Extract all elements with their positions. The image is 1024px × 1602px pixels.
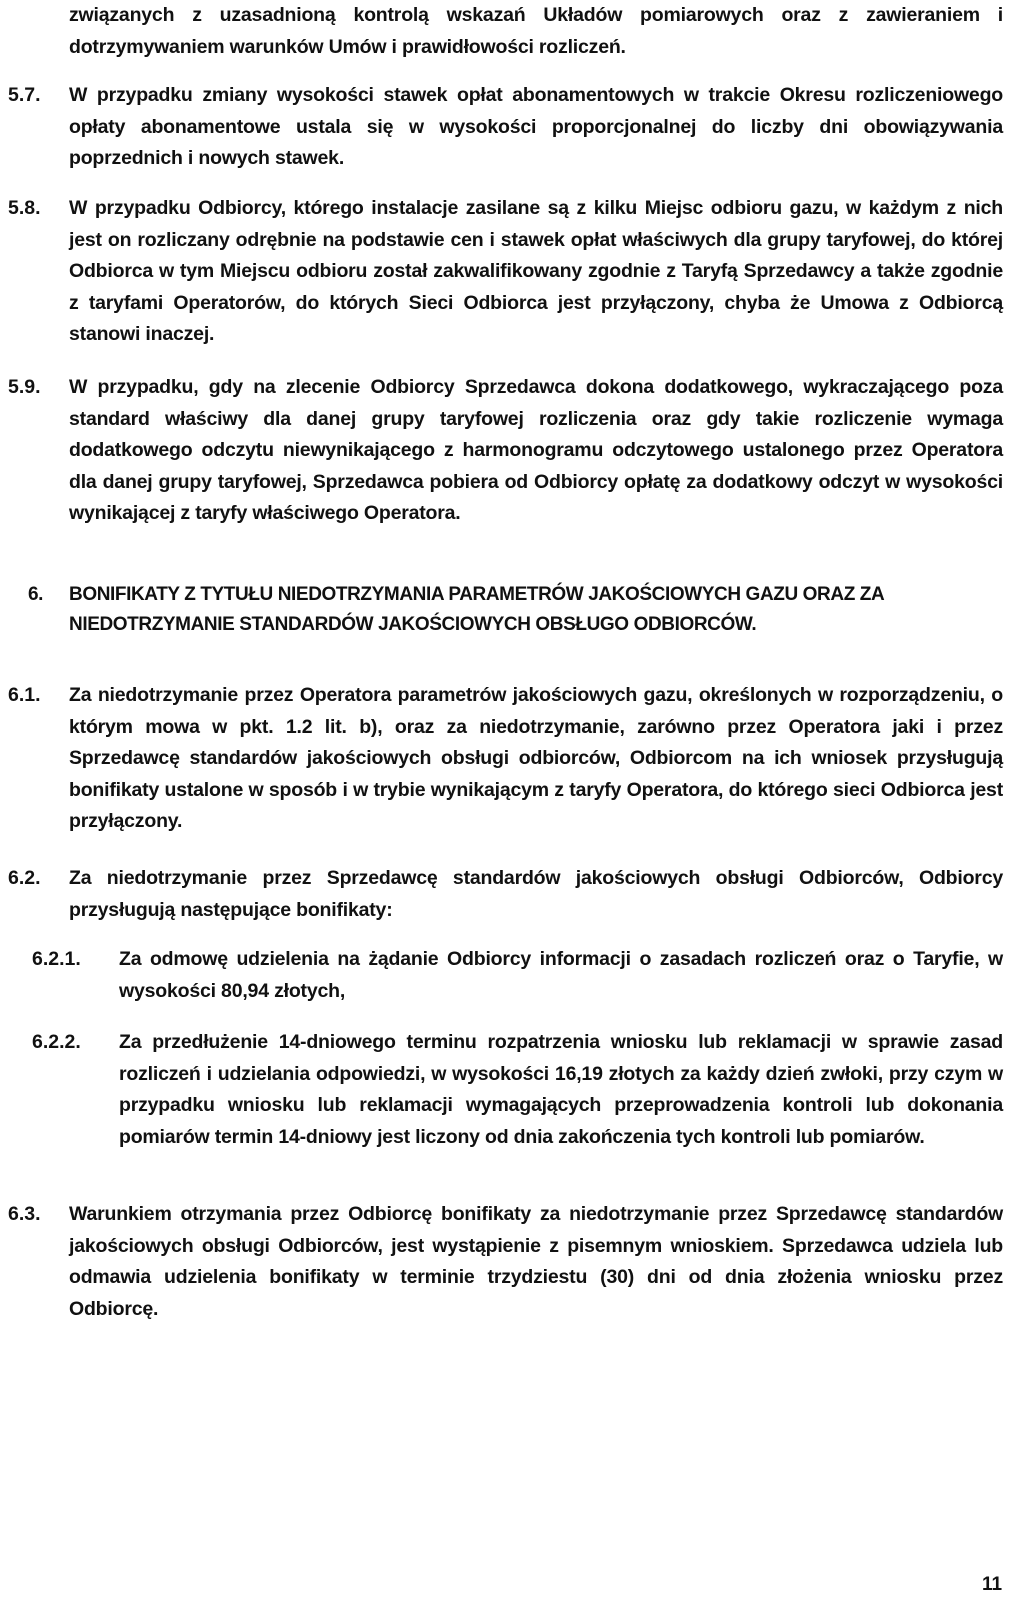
section-number-6-2-1: 6.2.1. [32, 948, 81, 970]
paragraph-6-3: Warunkiem otrzymania przez Odbiorcę bonifikaty za niedotrzymanie przez Sprzedawcę standardów jakościowych obsługi Odbiorców, jest wystąpienie z pisemnym wnioskiem. Sprzedawca udziela lub odmawia udzielenia bonifikaty w terminie trzydziestu (30) dni od dnia złożenia wniosku przez Odbiorcę. [69, 1203, 1003, 1320]
paragraph-6-2-1: Za odmowę udzielenia na żądanie Odbiorcy informacji o zasadach rozliczeń oraz o Taryfie, w wysokości 80,94 złotych, [119, 948, 1003, 1002]
section-number-5-7: 5.7. [8, 84, 41, 106]
section-heading-6: BONIFIKATY Z TYTUŁU NIEDOTRZYMANIA PARAMETRÓW JAKOŚCIOWYCH GAZU ORAZ ZA NIEDOTRZYMANIE STANDARDÓW JAKOŚCIOWYCH OBSŁUGO ODBIORCÓW. [69, 584, 884, 635]
paragraph-continuation: związanych z uzasadnioną kontrolą wskazań Układów pomiarowych oraz z zawieraniem i dotrzymywaniem warunków Umów i prawidłowości rozliczeń. [69, 4, 1003, 58]
paragraph-5-7: W przypadku zmiany wysokości stawek opłat abonamentowych w trakcie Okresu rozliczeniowego opłaty abonamentowe ustala się w wysokości proporcjonalnej do liczby dni obowiązywania poprzednich i nowych stawek. [69, 84, 1003, 169]
section-number-5-9: 5.9. [8, 376, 41, 398]
section-number-6: 6. [28, 584, 44, 605]
paragraph-6-2-2: Za przedłużenie 14-dniowego terminu rozpatrzenia wniosku lub reklamacji w sprawie zasad rozliczeń i udzielania odpowiedzi, w wysokości 16,19 złotych za każdy dzień zwłoki, przy czym w przypadku wniosku lub reklamacji wymagających przeprowadzenia kontroli lub dokonania pomiarów termin 14-dniowy jest liczony od dnia zakończenia tych kontroli lub pomiarów. [119, 1031, 1003, 1148]
section-number-6-3: 6.3. [8, 1203, 41, 1225]
section-number-5-8: 5.8. [8, 197, 41, 219]
section-number-6-2-2: 6.2.2. [32, 1031, 81, 1053]
page-number: 11 [982, 1574, 1003, 1595]
paragraph-6-1: Za niedotrzymanie przez Operatora parametrów jakościowych gazu, określonych w rozporządzeniu, o którym mowa w pkt. 1.2 lit. b), oraz za niedotrzymanie, zarówno przez Operatora jaki i przez Sprzedawcę standardów jakościowych obsługi odbiorców, Odbiorcom na ich wniosek przysługują bonifikaty ustalone w sposób i w trybie wynikającym z taryfy Operatora, do którego sieci Odbiorca jest przyłączony. [69, 684, 1003, 832]
section-number-6-1: 6.1. [8, 684, 41, 706]
section-number-6-2: 6.2. [8, 867, 41, 889]
paragraph-6-2: Za niedotrzymanie przez Sprzedawcę standardów jakościowych obsługi Odbiorców, Odbiorcy przysługują następujące bonifikaty: [69, 867, 1003, 921]
paragraph-5-9: W przypadku, gdy na zlecenie Odbiorcy Sprzedawca dokona dodatkowego, wykraczającego poza standard właściwy dla danej grupy taryfowej rozliczenia oraz gdy takie rozliczenie wymaga dodatkowego odczytu niewynikającego z harmonogramu odczytowego ustalonego przez Operatora dla danej grupy taryfowej, Sprzedawca pobiera od Odbiorcy opłatę za dodatkowy odczyt w wysokości wynikającej z taryfy właściwego Operatora. [69, 376, 1003, 524]
paragraph-5-8: W przypadku Odbiorcy, którego instalacje zasilane są z kilku Miejsc odbioru gazu, w każdym z nich jest on rozliczany odrębnie na podstawie cen i stawek opłat właściwych dla grupy taryfowej, do której Odbiorca w tym Miejscu odbioru został zakwalifikowany zgodnie z Taryfą Sprzedawcy a także zgodnie z taryfami Operatorów, do których Sieci Odbiorca jest przyłączony, chyba że Umowa z Odbiorcą stanowi inaczej. [69, 197, 1003, 345]
